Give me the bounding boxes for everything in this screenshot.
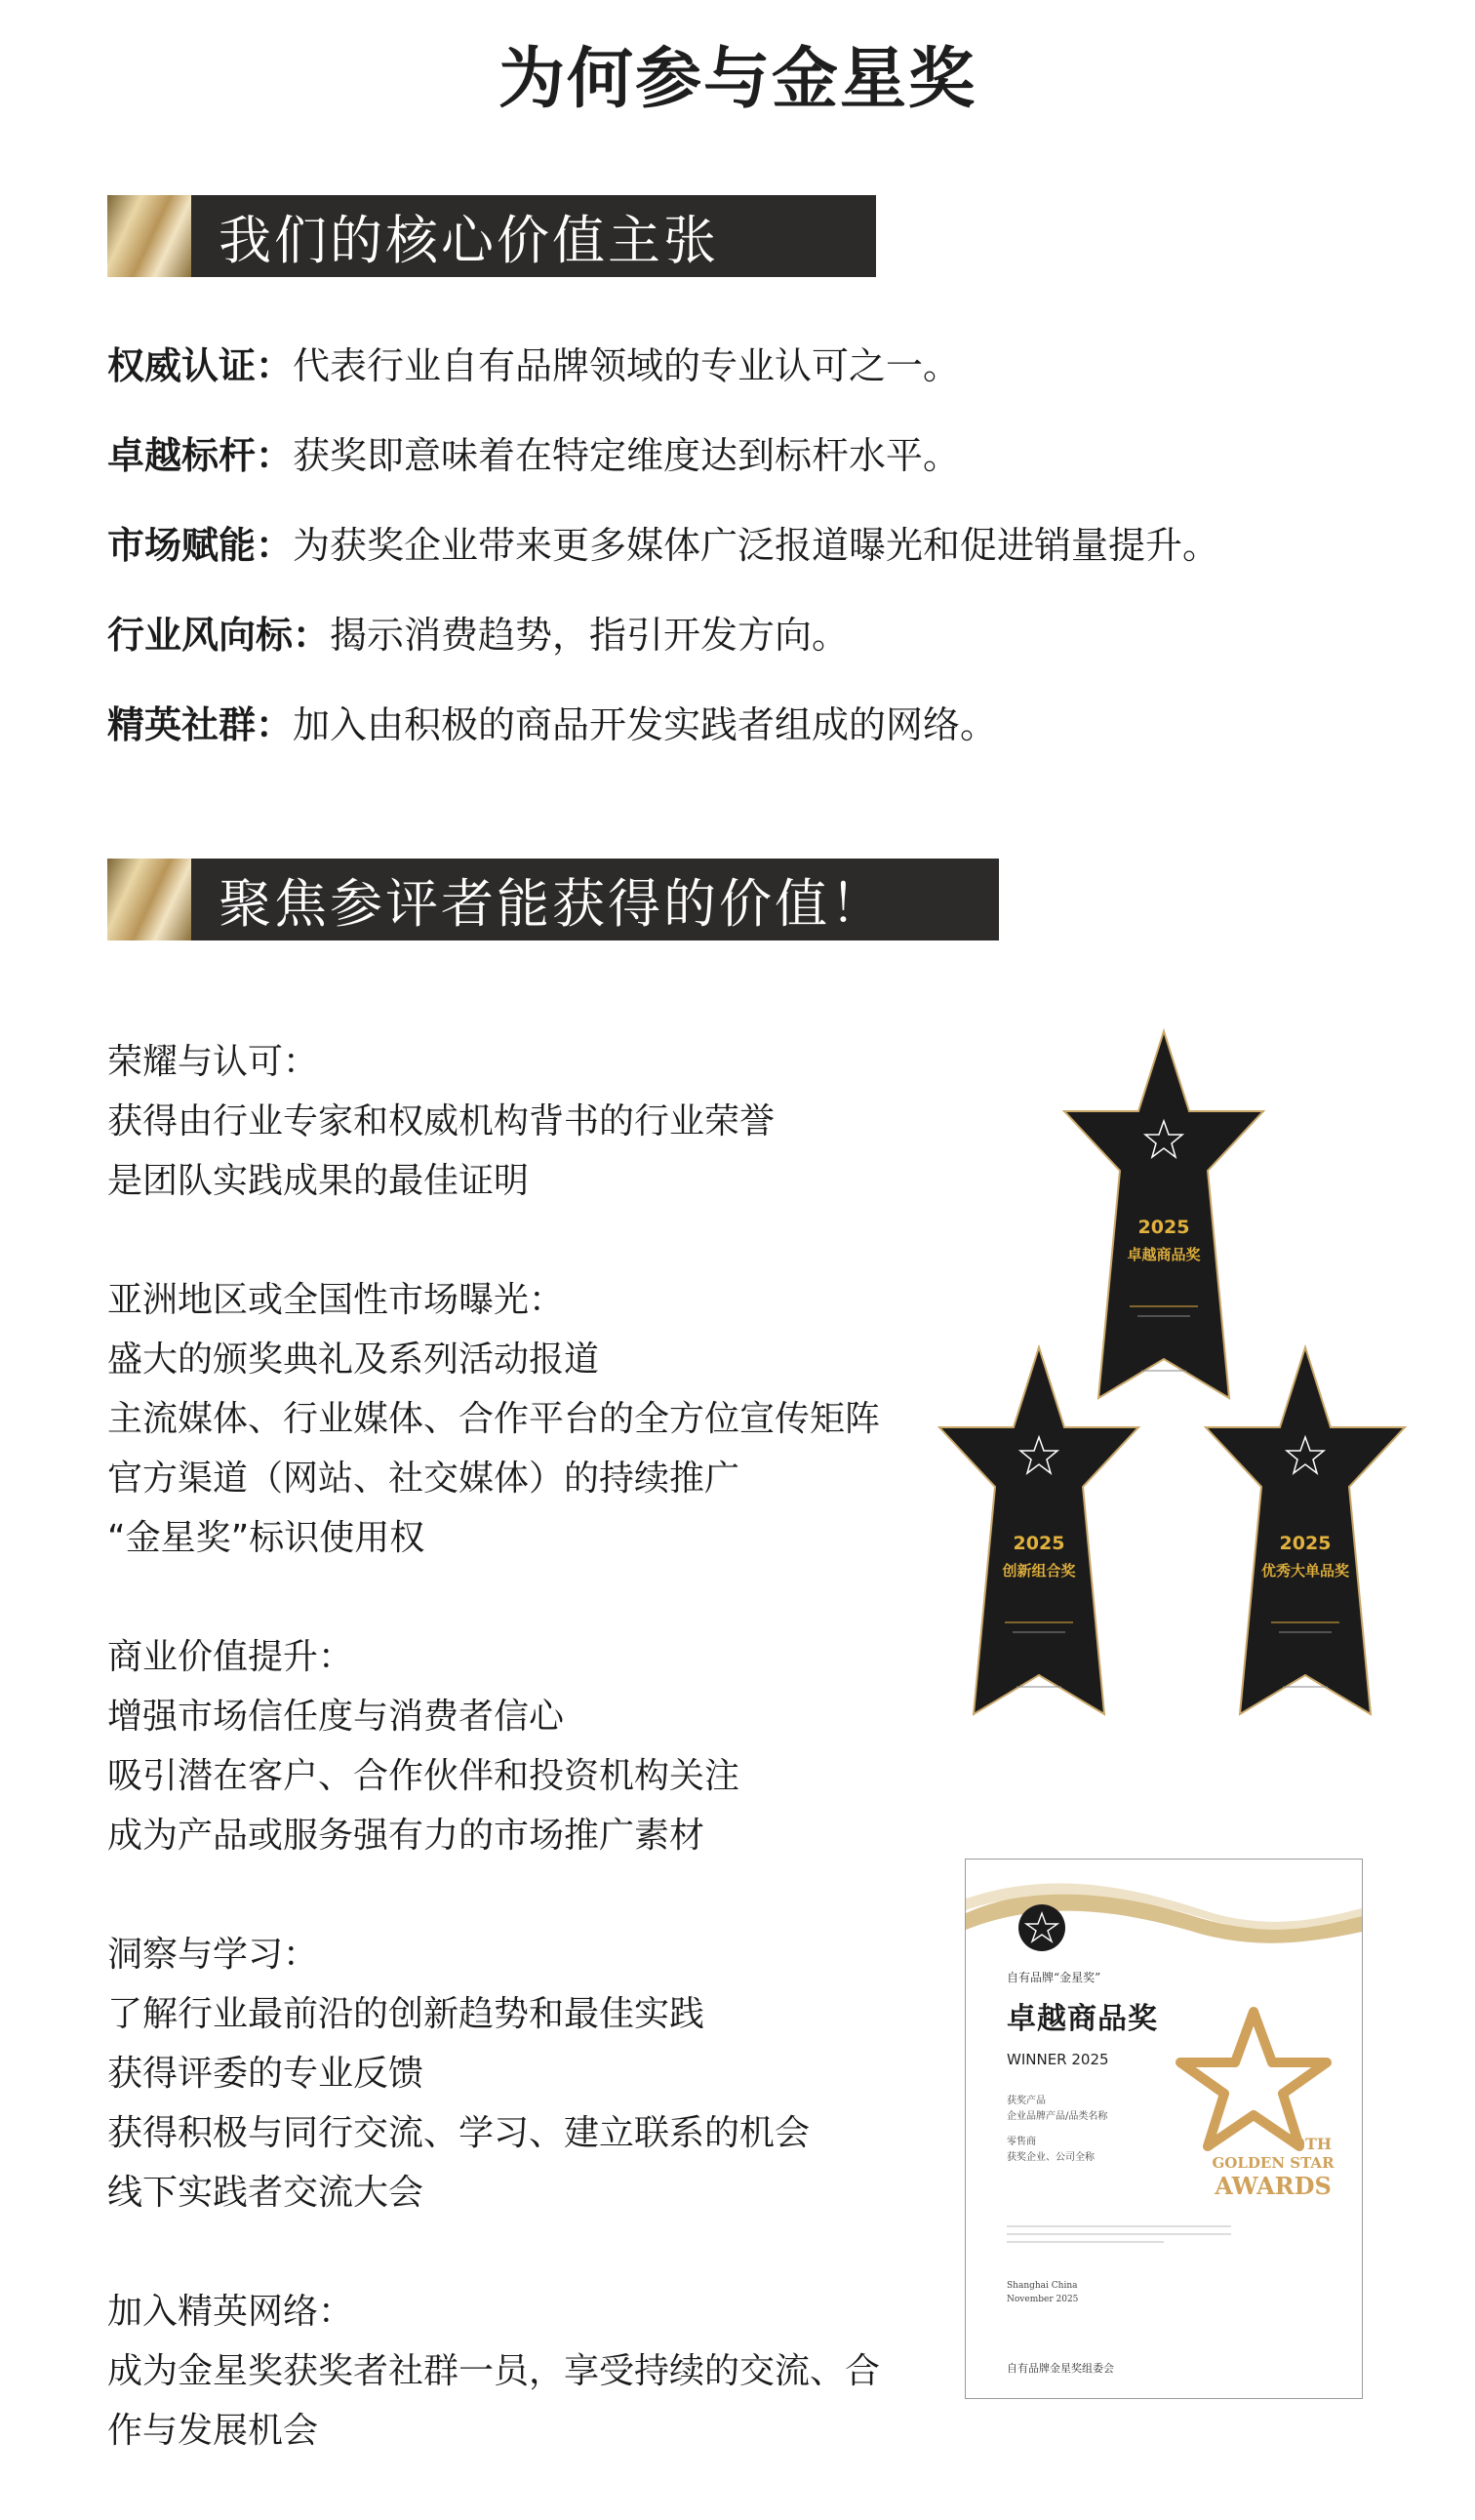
benefit-group-title: 亚洲地区或全国性市场曝光：: [107, 1280, 565, 1320]
benefit-line: 增强市场信任度与消费者信心: [107, 1697, 565, 1737]
watermark-ordinal: 9TH: [1294, 2135, 1332, 2153]
page-title-wrap: [0, 37, 1475, 121]
certificate-date: November 2025: [1007, 2295, 1079, 2304]
value-text: 揭示消费趋势，指引开发方向。: [330, 614, 850, 657]
certificate-retailer-label: 零售商: [1007, 2137, 1036, 2147]
benefit-line: 作与发展机会: [107, 2411, 319, 2451]
benefit-group: [107, 1270, 917, 1568]
benefit-line: 成为金星奖获奖者社群一员，享受持续的交流、合: [107, 2351, 881, 2391]
benefit-group-title: 商业价值提升：: [107, 1637, 354, 1677]
benefit-group: [107, 1925, 917, 2222]
certificate-retailer-value: 获奖企业、公司全称: [1007, 2152, 1095, 2163]
section-heading-label: 聚焦参评者能获得的价值！: [219, 872, 886, 935]
trophy-year: 2025: [1279, 1533, 1332, 1554]
gold-ribbon-decoration: [966, 1860, 1362, 1967]
value-item: [107, 343, 1375, 433]
benefit-group: [107, 1032, 917, 1211]
trophy-best-single-product: [1203, 1343, 1408, 1724]
page-title: [489, 37, 986, 121]
certificate-location: Shanghai China: [1007, 2281, 1078, 2291]
benefit-group-title: 洞察与学习：: [107, 1935, 319, 1975]
trophy-year: 2025: [1137, 1217, 1190, 1238]
benefits-list: [107, 1032, 917, 2520]
certificate-footer: 自有品牌金星奖组委会: [1007, 2362, 1114, 2375]
gold-accent-block: [107, 859, 191, 940]
trophy-award-name: 卓越商品奖: [1127, 1246, 1201, 1263]
benefit-group-title: 加入精英网络：: [107, 2292, 354, 2332]
value-text: 代表行业自有品牌领域的专业认可之一。: [293, 344, 961, 387]
benefit-line: 获得评委的专业反馈: [107, 2054, 424, 2094]
award-certificate: [965, 1859, 1363, 2399]
watermark-line1: GOLDEN STAR: [1212, 2154, 1335, 2172]
value-label: 市场赋能：: [107, 524, 294, 567]
certificate-product-value: 企业品牌产品/品类名称: [1007, 2111, 1108, 2122]
trophy-innovation-portfolio: [937, 1343, 1141, 1724]
value-label: 精英社群：: [107, 703, 294, 746]
value-label: 行业风向标：: [107, 614, 331, 657]
watermark-line2: AWARDS: [1215, 2172, 1332, 2200]
benefit-line: 获得积极与同行交流、学习、建立联系的机会: [107, 2113, 811, 2153]
certificate-winner: WINNER 2025: [1007, 2051, 1109, 2068]
benefit-line: 获得由行业专家和权威机构背书的行业荣誉: [107, 1101, 776, 1141]
benefit-line: 盛大的颁奖典礼及系列活动报道: [107, 1340, 600, 1380]
certificate-title: 卓越商品奖: [1007, 2002, 1158, 2036]
trophy-year: 2025: [1013, 1533, 1065, 1554]
benefit-line: 了解行业最前沿的创新趋势和最佳实践: [107, 1994, 705, 2034]
value-item: [107, 702, 1375, 792]
benefit-group: [107, 2282, 917, 2460]
benefit-group-title: 荣耀与认可：: [107, 1042, 319, 1082]
benefit-line: 官方渠道（网站、社交媒体）的持续推广: [107, 1459, 740, 1499]
benefit-line: 成为产品或服务强有力的市场推广素材: [107, 1816, 705, 1856]
value-text: 获奖即意味着在特定维度达到标杆水平。: [293, 434, 961, 477]
section-heading-label: 我们的核心价值主张: [219, 209, 719, 271]
benefit-line: 线下实践者交流大会: [107, 2173, 424, 2213]
value-label: 权威认证：: [107, 344, 294, 387]
gold-accent-block: [107, 195, 191, 277]
certificate-fineprint: [1007, 2225, 1231, 2243]
trophy-award-name: 创新组合奖: [1002, 1562, 1076, 1580]
benefit-group: [107, 1627, 917, 1865]
certificate-subtitle: 自有品牌“金星奖”: [1007, 1971, 1101, 1984]
value-label: 卓越标杆：: [107, 434, 294, 477]
benefit-line: 是团队实践成果的最佳证明: [107, 1161, 530, 1201]
value-item: [107, 433, 1375, 523]
certificate-product-label: 获奖产品: [1007, 2096, 1046, 2106]
benefit-line: 主流媒体、行业媒体、合作平台的全方位宣传矩阵: [107, 1399, 881, 1439]
benefit-line: 吸引潜在客户、合作伙伴和投资机构关注: [107, 1756, 740, 1796]
trophy-award-name: 优秀大单品奖: [1260, 1562, 1349, 1580]
benefit-line: “金星奖”标识使用权: [107, 1518, 425, 1558]
section-heading-core-values: [107, 195, 876, 277]
value-text: 加入由积极的商品开发实践者组成的网络。: [293, 703, 998, 746]
core-values-list: [107, 343, 1375, 792]
value-item: [107, 613, 1375, 702]
value-text: 为获奖企业带来更多媒体广泛报道曝光和促进销量提升。: [293, 524, 1220, 567]
value-item: [107, 523, 1375, 613]
page-title-text: 为何参与金星奖: [498, 40, 977, 118]
section-heading-benefits: [107, 859, 999, 940]
